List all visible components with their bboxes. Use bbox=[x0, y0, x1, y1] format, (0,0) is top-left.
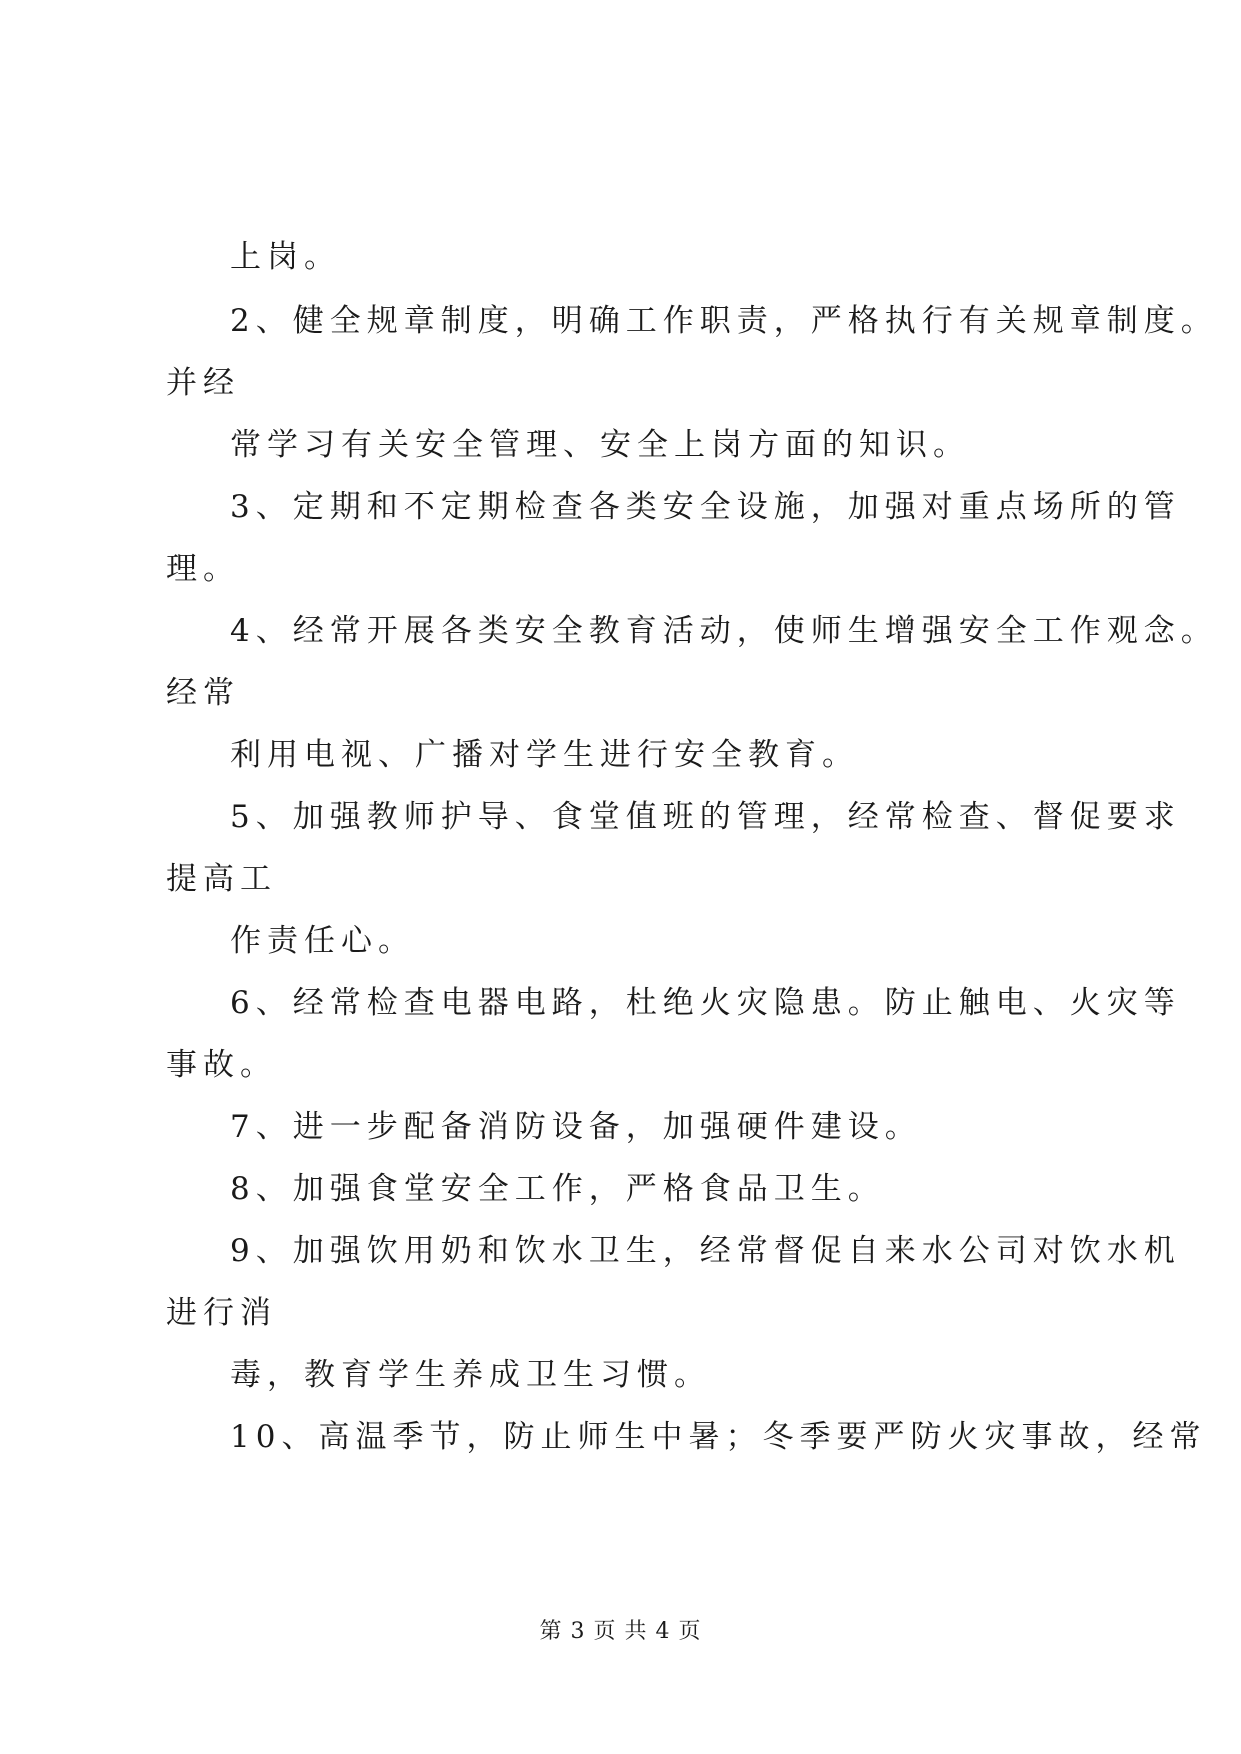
text-line: 9、加强饮用奶和饮水卫生，经常督促自来水公司对饮水机 bbox=[230, 1233, 1181, 1269]
text-line: 理。 bbox=[166, 551, 240, 587]
text-line: 作责任心。 bbox=[230, 923, 415, 959]
text-line: 2、健全规章制度，明确工作职责，严格执行有关规章制度。 bbox=[230, 303, 1218, 339]
text-line: 4、经常开展各类安全教育活动，使师生增强安全工作观念。 bbox=[230, 613, 1218, 649]
text-line: 8、加强食堂安全工作，严格食品卫生。 bbox=[230, 1171, 885, 1207]
text-line: 3、定期和不定期检查各类安全设施，加强对重点场所的管 bbox=[230, 489, 1181, 525]
text-line: 6、经常检查电器电路，杜绝火灾隐患。防止触电、火灾等 bbox=[230, 985, 1181, 1021]
text-line: 提高工 bbox=[166, 861, 277, 897]
page-number-footer: 第 3 页 共 4 页 bbox=[539, 1619, 702, 1644]
text-line: 利用电视、广播对学生进行安全教育。 bbox=[230, 737, 859, 773]
text-line: 事故。 bbox=[166, 1047, 277, 1083]
text-line: 经常 bbox=[166, 675, 240, 711]
text-line: 7、进一步配备消防设备，加强硬件建设。 bbox=[230, 1109, 922, 1145]
text-line: 进行消 bbox=[166, 1295, 277, 1331]
text-line: 5、加强教师护导、食堂值班的管理，经常检查、督促要求 bbox=[230, 799, 1181, 835]
text-line: 上岗。 bbox=[230, 239, 341, 275]
text-line: 并经 bbox=[166, 365, 240, 401]
text-line: 毒，教育学生养成卫生习惯。 bbox=[230, 1357, 711, 1393]
text-line: 10、高温季节，防止师生中暑；冬季要严防火灾事故，经常 bbox=[230, 1419, 1207, 1455]
text-line: 常学习有关安全管理、安全上岗方面的知识。 bbox=[230, 427, 970, 463]
